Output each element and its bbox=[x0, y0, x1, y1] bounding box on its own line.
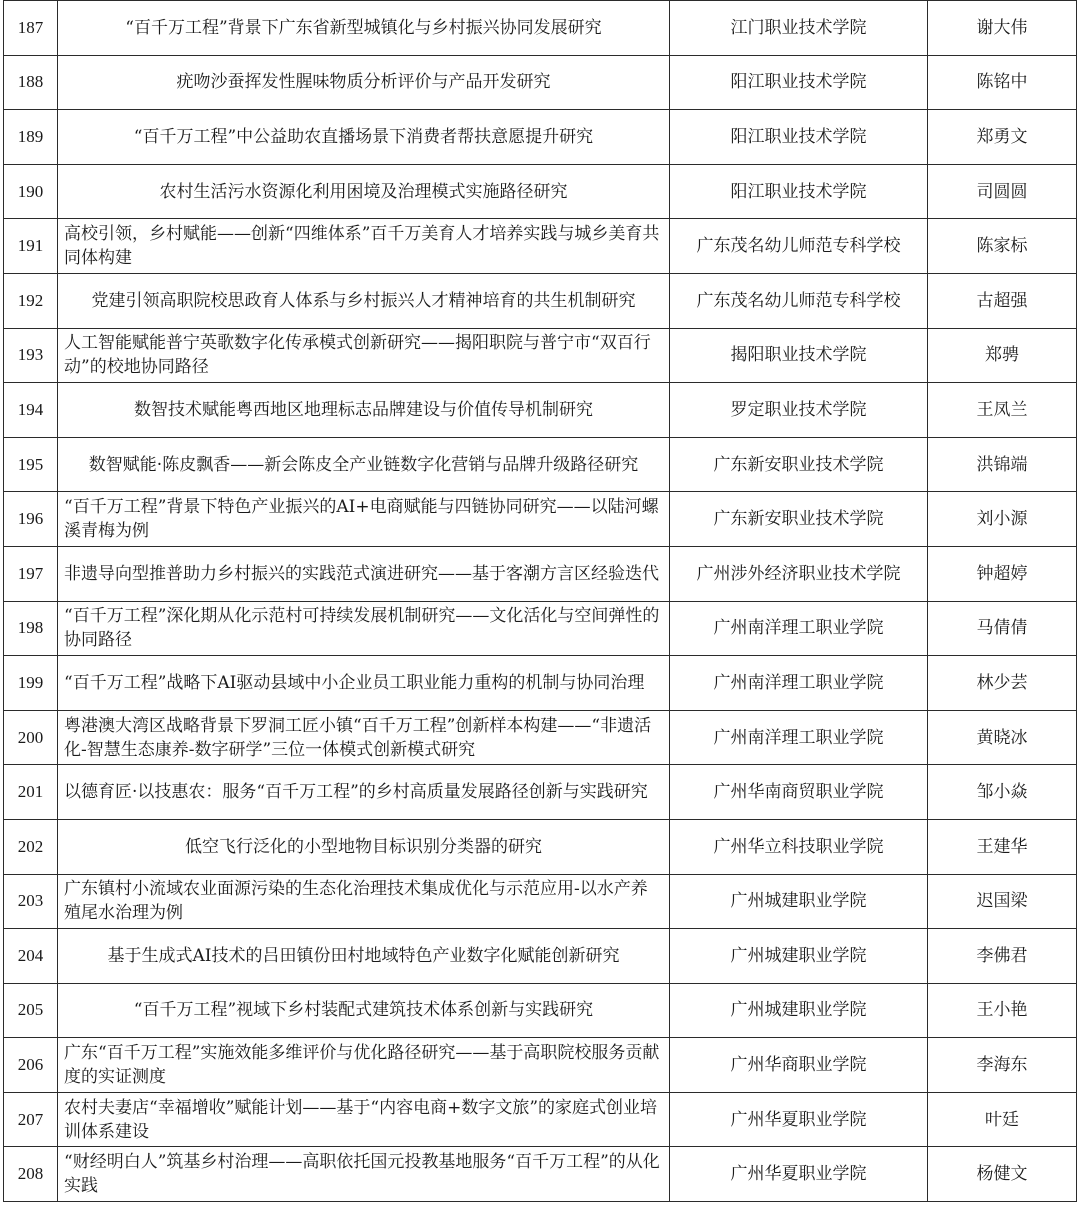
row-number: 192 bbox=[4, 273, 58, 328]
table-row bbox=[4, 819, 1077, 874]
project-leader: 王建华 bbox=[928, 819, 1077, 874]
project-title: 人工智能赋能普宁英歌数字化传承模式创新研究——揭阳职院与普宁市“双百行动”的校地协同路径 bbox=[58, 328, 670, 383]
project-leader: 王凤兰 bbox=[928, 383, 1077, 438]
row-number: 207 bbox=[4, 1092, 58, 1147]
institution-name: 广东新安职业技术学院 bbox=[670, 437, 928, 492]
project-title: 党建引领高职院校思政育人体系与乡村振兴人才精神培育的共生机制研究 bbox=[58, 273, 670, 328]
project-leader: 洪锦端 bbox=[928, 437, 1077, 492]
table-row bbox=[4, 929, 1077, 984]
row-number: 205 bbox=[4, 983, 58, 1038]
institution-name: 广州南洋理工职业学院 bbox=[670, 710, 928, 765]
table-row bbox=[4, 328, 1077, 383]
institution-name: 广州城建职业学院 bbox=[670, 983, 928, 1038]
project-leader: 谢大伟 bbox=[928, 1, 1077, 56]
table-row bbox=[4, 874, 1077, 929]
institution-name: 广东茂名幼儿师范专科学校 bbox=[670, 219, 928, 274]
project-title: 农村夫妻店“幸福增收”赋能计划——基于“内容电商+数字文旅”的家庭式创业培训体系建设 bbox=[58, 1092, 670, 1147]
project-leader: 马倩倩 bbox=[928, 601, 1077, 656]
project-leader: 黄晓冰 bbox=[928, 710, 1077, 765]
project-leader: 陈家标 bbox=[928, 219, 1077, 274]
institution-name: 罗定职业技术学院 bbox=[670, 383, 928, 438]
project-title: 高校引领，乡村赋能——创新“四维体系”百千万美育人才培养实践与城乡美育共同体构建 bbox=[58, 219, 670, 274]
table-row bbox=[4, 1038, 1077, 1093]
institution-name: 广州南洋理工职业学院 bbox=[670, 656, 928, 711]
project-leader: 李海东 bbox=[928, 1038, 1077, 1093]
institution-name: 广州城建职业学院 bbox=[670, 929, 928, 984]
table-row bbox=[4, 765, 1077, 820]
institution-name: 广州华南商贸职业学院 bbox=[670, 765, 928, 820]
row-number: 201 bbox=[4, 765, 58, 820]
project-leader: 钟超婷 bbox=[928, 546, 1077, 601]
row-number: 199 bbox=[4, 656, 58, 711]
table-row bbox=[4, 601, 1077, 656]
table-row bbox=[4, 1, 1077, 56]
project-title: 以德育匠·以技惠农：服务“百千万工程”的乡村高质量发展路径创新与实践研究 bbox=[58, 765, 670, 820]
project-title: 非遗导向型推普助力乡村振兴的实践范式演进研究——基于客潮方言区经验迭代 bbox=[58, 546, 670, 601]
row-number: 187 bbox=[4, 1, 58, 56]
row-number: 188 bbox=[4, 55, 58, 110]
project-leader: 王小艳 bbox=[928, 983, 1077, 1038]
project-title: “百千万工程”战略下AI驱动县域中小企业员工职业能力重构的机制与协同治理 bbox=[58, 656, 670, 711]
project-title: 广东“百千万工程”实施效能多维评价与优化路径研究——基于高职院校服务贡献度的实证测度 bbox=[58, 1038, 670, 1093]
table-row bbox=[4, 710, 1077, 765]
institution-name: 广东茂名幼儿师范专科学校 bbox=[670, 273, 928, 328]
institution-name: 阳江职业技术学院 bbox=[670, 164, 928, 219]
table-row bbox=[4, 656, 1077, 711]
table-row bbox=[4, 164, 1077, 219]
project-leader: 刘小源 bbox=[928, 492, 1077, 547]
project-title: “百千万工程”背景下广东省新型城镇化与乡村振兴协同发展研究 bbox=[58, 1, 670, 56]
row-number: 200 bbox=[4, 710, 58, 765]
project-title: 基于生成式AI技术的吕田镇份田村地域特色产业数字化赋能创新研究 bbox=[58, 929, 670, 984]
project-leader: 郑勇文 bbox=[928, 110, 1077, 165]
table-row bbox=[4, 437, 1077, 492]
project-title: 农村生活污水资源化利用困境及治理模式实施路径研究 bbox=[58, 164, 670, 219]
table-row bbox=[4, 219, 1077, 274]
project-leader: 杨健文 bbox=[928, 1147, 1077, 1202]
project-leader: 司圆圆 bbox=[928, 164, 1077, 219]
project-leader: 陈铭中 bbox=[928, 55, 1077, 110]
project-leader: 迟国梁 bbox=[928, 874, 1077, 929]
table-row bbox=[4, 55, 1077, 110]
row-number: 196 bbox=[4, 492, 58, 547]
row-number: 208 bbox=[4, 1147, 58, 1202]
institution-name: 广州华夏职业学院 bbox=[670, 1147, 928, 1202]
table-row bbox=[4, 546, 1077, 601]
institution-name: 阳江职业技术学院 bbox=[670, 110, 928, 165]
table-row bbox=[4, 1092, 1077, 1147]
row-number: 189 bbox=[4, 110, 58, 165]
table-row bbox=[4, 383, 1077, 438]
row-number: 190 bbox=[4, 164, 58, 219]
institution-name: 阳江职业技术学院 bbox=[670, 55, 928, 110]
institution-name: 广州涉外经济职业技术学院 bbox=[670, 546, 928, 601]
institution-name: 广州南洋理工职业学院 bbox=[670, 601, 928, 656]
project-title: “百千万工程”深化期从化示范村可持续发展机制研究——文化活化与空间弹性的协同路径 bbox=[58, 601, 670, 656]
project-leader: 叶廷 bbox=[928, 1092, 1077, 1147]
institution-name: 江门职业技术学院 bbox=[670, 1, 928, 56]
project-leader: 郑骋 bbox=[928, 328, 1077, 383]
row-number: 194 bbox=[4, 383, 58, 438]
institution-name: 广州华夏职业学院 bbox=[670, 1092, 928, 1147]
row-number: 204 bbox=[4, 929, 58, 984]
project-title: 粤港澳大湾区战略背景下罗洞工匠小镇“百千万工程”创新样本构建——“非遗活化-智慧生态康养-数字研学”三位一体模式创新模式研究 bbox=[58, 710, 670, 765]
project-title: 数智赋能·陈皮飘香——新会陈皮全产业链数字化营销与品牌升级路径研究 bbox=[58, 437, 670, 492]
table-body bbox=[4, 1, 1077, 1202]
table-row bbox=[4, 983, 1077, 1038]
row-number: 198 bbox=[4, 601, 58, 656]
row-number: 191 bbox=[4, 219, 58, 274]
institution-name: 广州华商职业学院 bbox=[670, 1038, 928, 1093]
row-number: 197 bbox=[4, 546, 58, 601]
project-title: “财经明白人”筑基乡村治理——高职依托国元投教基地服务“百千万工程”的从化实践 bbox=[58, 1147, 670, 1202]
row-number: 206 bbox=[4, 1038, 58, 1093]
project-title: “百千万工程”背景下特色产业振兴的AI+电商赋能与四链协同研究——以陆河螺溪青梅为例 bbox=[58, 492, 670, 547]
row-number: 193 bbox=[4, 328, 58, 383]
project-leader: 古超强 bbox=[928, 273, 1077, 328]
table-row bbox=[4, 110, 1077, 165]
project-leader: 邹小焱 bbox=[928, 765, 1077, 820]
institution-name: 广州华立科技职业学院 bbox=[670, 819, 928, 874]
project-title: 低空飞行泛化的小型地物目标识别分类器的研究 bbox=[58, 819, 670, 874]
project-title: 疣吻沙蚕挥发性腥味物质分析评价与产品开发研究 bbox=[58, 55, 670, 110]
project-title: 数智技术赋能粤西地区地理标志品牌建设与价值传导机制研究 bbox=[58, 383, 670, 438]
project-title: “百千万工程”视域下乡村装配式建筑技术体系创新与实践研究 bbox=[58, 983, 670, 1038]
project-list-table bbox=[3, 0, 1077, 1202]
row-number: 202 bbox=[4, 819, 58, 874]
institution-name: 揭阳职业技术学院 bbox=[670, 328, 928, 383]
table-row bbox=[4, 273, 1077, 328]
institution-name: 广州城建职业学院 bbox=[670, 874, 928, 929]
institution-name: 广东新安职业技术学院 bbox=[670, 492, 928, 547]
project-title: “百千万工程”中公益助农直播场景下消费者帮扶意愿提升研究 bbox=[58, 110, 670, 165]
project-leader: 林少芸 bbox=[928, 656, 1077, 711]
row-number: 195 bbox=[4, 437, 58, 492]
table-row bbox=[4, 492, 1077, 547]
table-row bbox=[4, 1147, 1077, 1202]
project-leader: 李佛君 bbox=[928, 929, 1077, 984]
row-number: 203 bbox=[4, 874, 58, 929]
project-title: 广东镇村小流域农业面源污染的生态化治理技术集成优化与示范应用-以水产养殖尾水治理为例 bbox=[58, 874, 670, 929]
